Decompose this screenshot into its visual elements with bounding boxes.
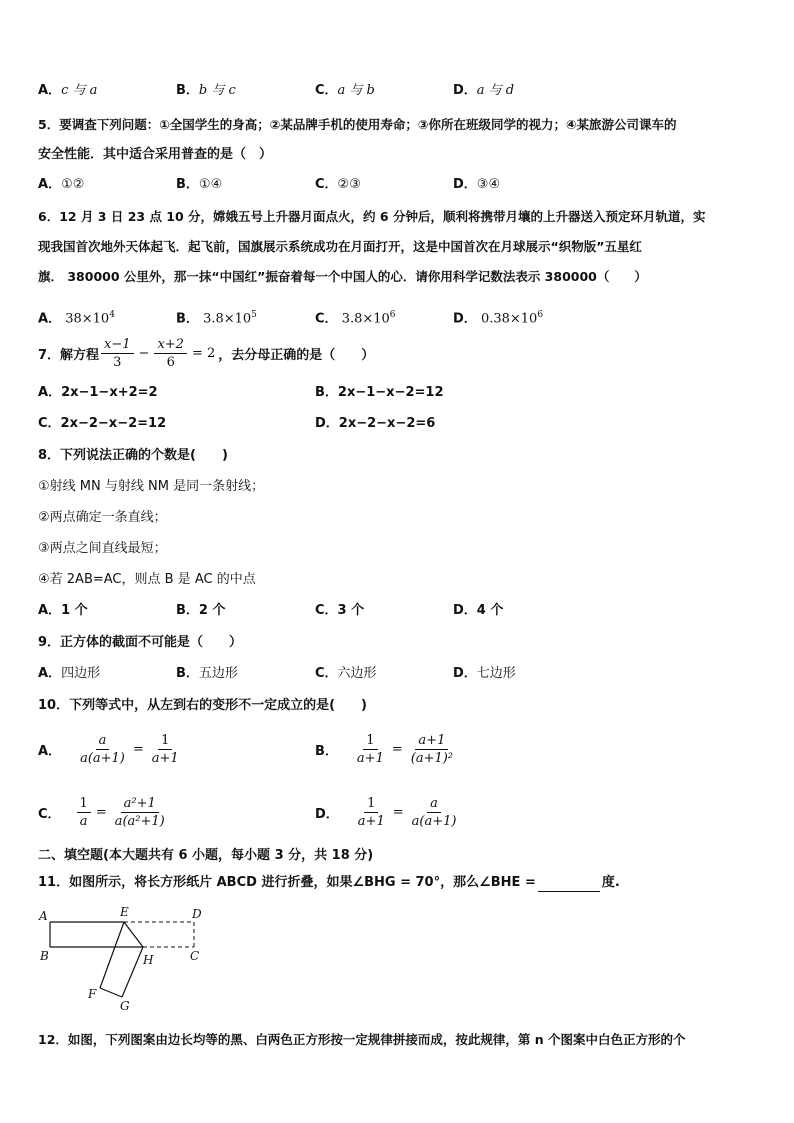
q5-option-d: D．③④ bbox=[453, 177, 501, 192]
q6-option-b: B． $3.8\times 10^5$ bbox=[176, 310, 257, 327]
q6-option-d: D． $0.38\times 10^6$ bbox=[453, 310, 544, 327]
q7-fraction-2: $\frac{x+2}{6}$ bbox=[154, 337, 187, 370]
q9-option-b: B．五边形 bbox=[176, 666, 238, 681]
q6-option-c: C． $3.8\times 10^6$ bbox=[315, 310, 396, 327]
q7-fraction-1: $\frac{x-1}{3}$ bbox=[101, 337, 134, 370]
label-g: G bbox=[120, 999, 130, 1013]
label-f: F bbox=[88, 987, 97, 1001]
q8-statement-2: ②两点确定一条直线； bbox=[38, 510, 167, 525]
q6-stem-line3: 旗． 380000 公里外，那一抹“中国红”振奋着每一个中国人的心．请你用科学记数法表示 380000（ ） bbox=[38, 269, 647, 284]
q9-option-c: C．六边形 bbox=[315, 666, 377, 681]
q4-option-a: A．c 与 a bbox=[38, 83, 98, 98]
q8-option-a: A．1 个 bbox=[38, 603, 88, 618]
label-b: B bbox=[40, 949, 49, 963]
q11-answer-blank[interactable] bbox=[538, 877, 600, 892]
q8-option-c: C．3 个 bbox=[315, 603, 365, 618]
q10-stem: 10．下列等式中，从左到右的变形不一定成立的是( ) bbox=[38, 698, 367, 713]
q7-option-a: A．2x−1−x+2=2 bbox=[38, 385, 158, 400]
q10-option-a: A． $\frac{a}{a(a+1)}$ = $\frac{1}{a+1}$ bbox=[38, 733, 179, 766]
q8-statement-1: ①射线 MN 与射线 NM 是同一条射线； bbox=[38, 479, 265, 494]
q5-option-b: B．①④ bbox=[176, 177, 223, 192]
q10-option-b: B． $\frac{1}{a+1}$ = $\frac{a+1}{\text{(a+1)²}}$ bbox=[315, 733, 454, 766]
q11-stem: 11．如图所示，将长方形纸片 ABCD 进行折叠，如果∠BHG = 70°，那么∠BHE = 度. bbox=[38, 875, 620, 890]
q11-folding-figure bbox=[36, 902, 216, 1017]
q5-option-a: A．①② bbox=[38, 177, 85, 192]
q7-option-c: C．2x−2−x−2=12 bbox=[38, 416, 167, 431]
label-a: A bbox=[39, 909, 48, 923]
q7-stem: 7．解方程 $\frac{x-1}{3}$ − $\frac{x+2}{6}$ = 2 ，去分母正确的是（ ） bbox=[38, 337, 375, 370]
section-fill-in-heading: 二、填空题(本大题共有 6 小题，每小题 3 分，共 18 分) bbox=[38, 848, 374, 863]
q7-option-b: B．2x−1−x−2=12 bbox=[315, 385, 444, 400]
label-d: D bbox=[192, 907, 202, 921]
q4-option-c: C．a 与 b bbox=[315, 83, 375, 98]
q7-option-d: D．2x−2−x−2=6 bbox=[315, 416, 436, 431]
q12-stem-line1: 12．如图，下列图案由边长均等的黑、白两色正方形按一定规律拼接而成，按此规律，第 n 个图案中白色正方形的个 bbox=[38, 1032, 686, 1047]
q5-stem-line2: 安全性能．其中适合采用普查的是（ ） bbox=[38, 147, 273, 162]
q8-statement-4: ④若 2AB=AC，则点 B 是 AC 的中点 bbox=[38, 572, 256, 587]
q4-option-d: D．a 与 d bbox=[453, 83, 515, 98]
label-e: E bbox=[120, 905, 129, 919]
q8-stem: 8．下列说法正确的个数是( ) bbox=[38, 448, 228, 463]
q10-option-d: D． $\frac{1}{a+1}$ = $\frac{a}{a(a+1)}$ bbox=[315, 796, 457, 829]
q4-option-b: B．b 与 c bbox=[176, 83, 236, 98]
q8-option-b: B．2 个 bbox=[176, 603, 226, 618]
q9-stem: 9．正方体的截面不可能是（ ） bbox=[38, 635, 243, 650]
label-h: H bbox=[143, 953, 154, 967]
q5-stem-line1: 5．要调查下列问题：①全国学生的身高；②某品牌手机的使用寿命；③你所在班级同学的视力；④某旅游公司课车的 bbox=[38, 117, 677, 132]
q9-option-d: D．七边形 bbox=[453, 666, 516, 681]
q5-option-c: C．②③ bbox=[315, 177, 361, 192]
q6-stem-line2: 现我国首次地外天体起飞．起飞前，国旗展示系统成功在月面打开，这是中国首次在月球展示“织物版”五星红 bbox=[38, 239, 642, 254]
q6-stem-line1: 6．12 月 3 日 23 点 10 分，嫦娥五号上升器月面点火，约 6 分钟后，顺利将携带月壤的上升器送入预定环月轨道，实 bbox=[38, 209, 706, 224]
q6-option-a: A． $38\times 10^4$ bbox=[38, 310, 115, 327]
q8-statement-3: ③两点之间直线最短； bbox=[38, 541, 167, 556]
label-c: C bbox=[190, 949, 200, 963]
q8-option-d: D．4 个 bbox=[453, 603, 504, 618]
q9-option-a: A．四边形 bbox=[38, 666, 101, 681]
q10-option-c: C． $\frac{1}{a}$ = $\frac{\text{a²+1}}{\text{a(a²+1)}}$ bbox=[38, 796, 165, 829]
